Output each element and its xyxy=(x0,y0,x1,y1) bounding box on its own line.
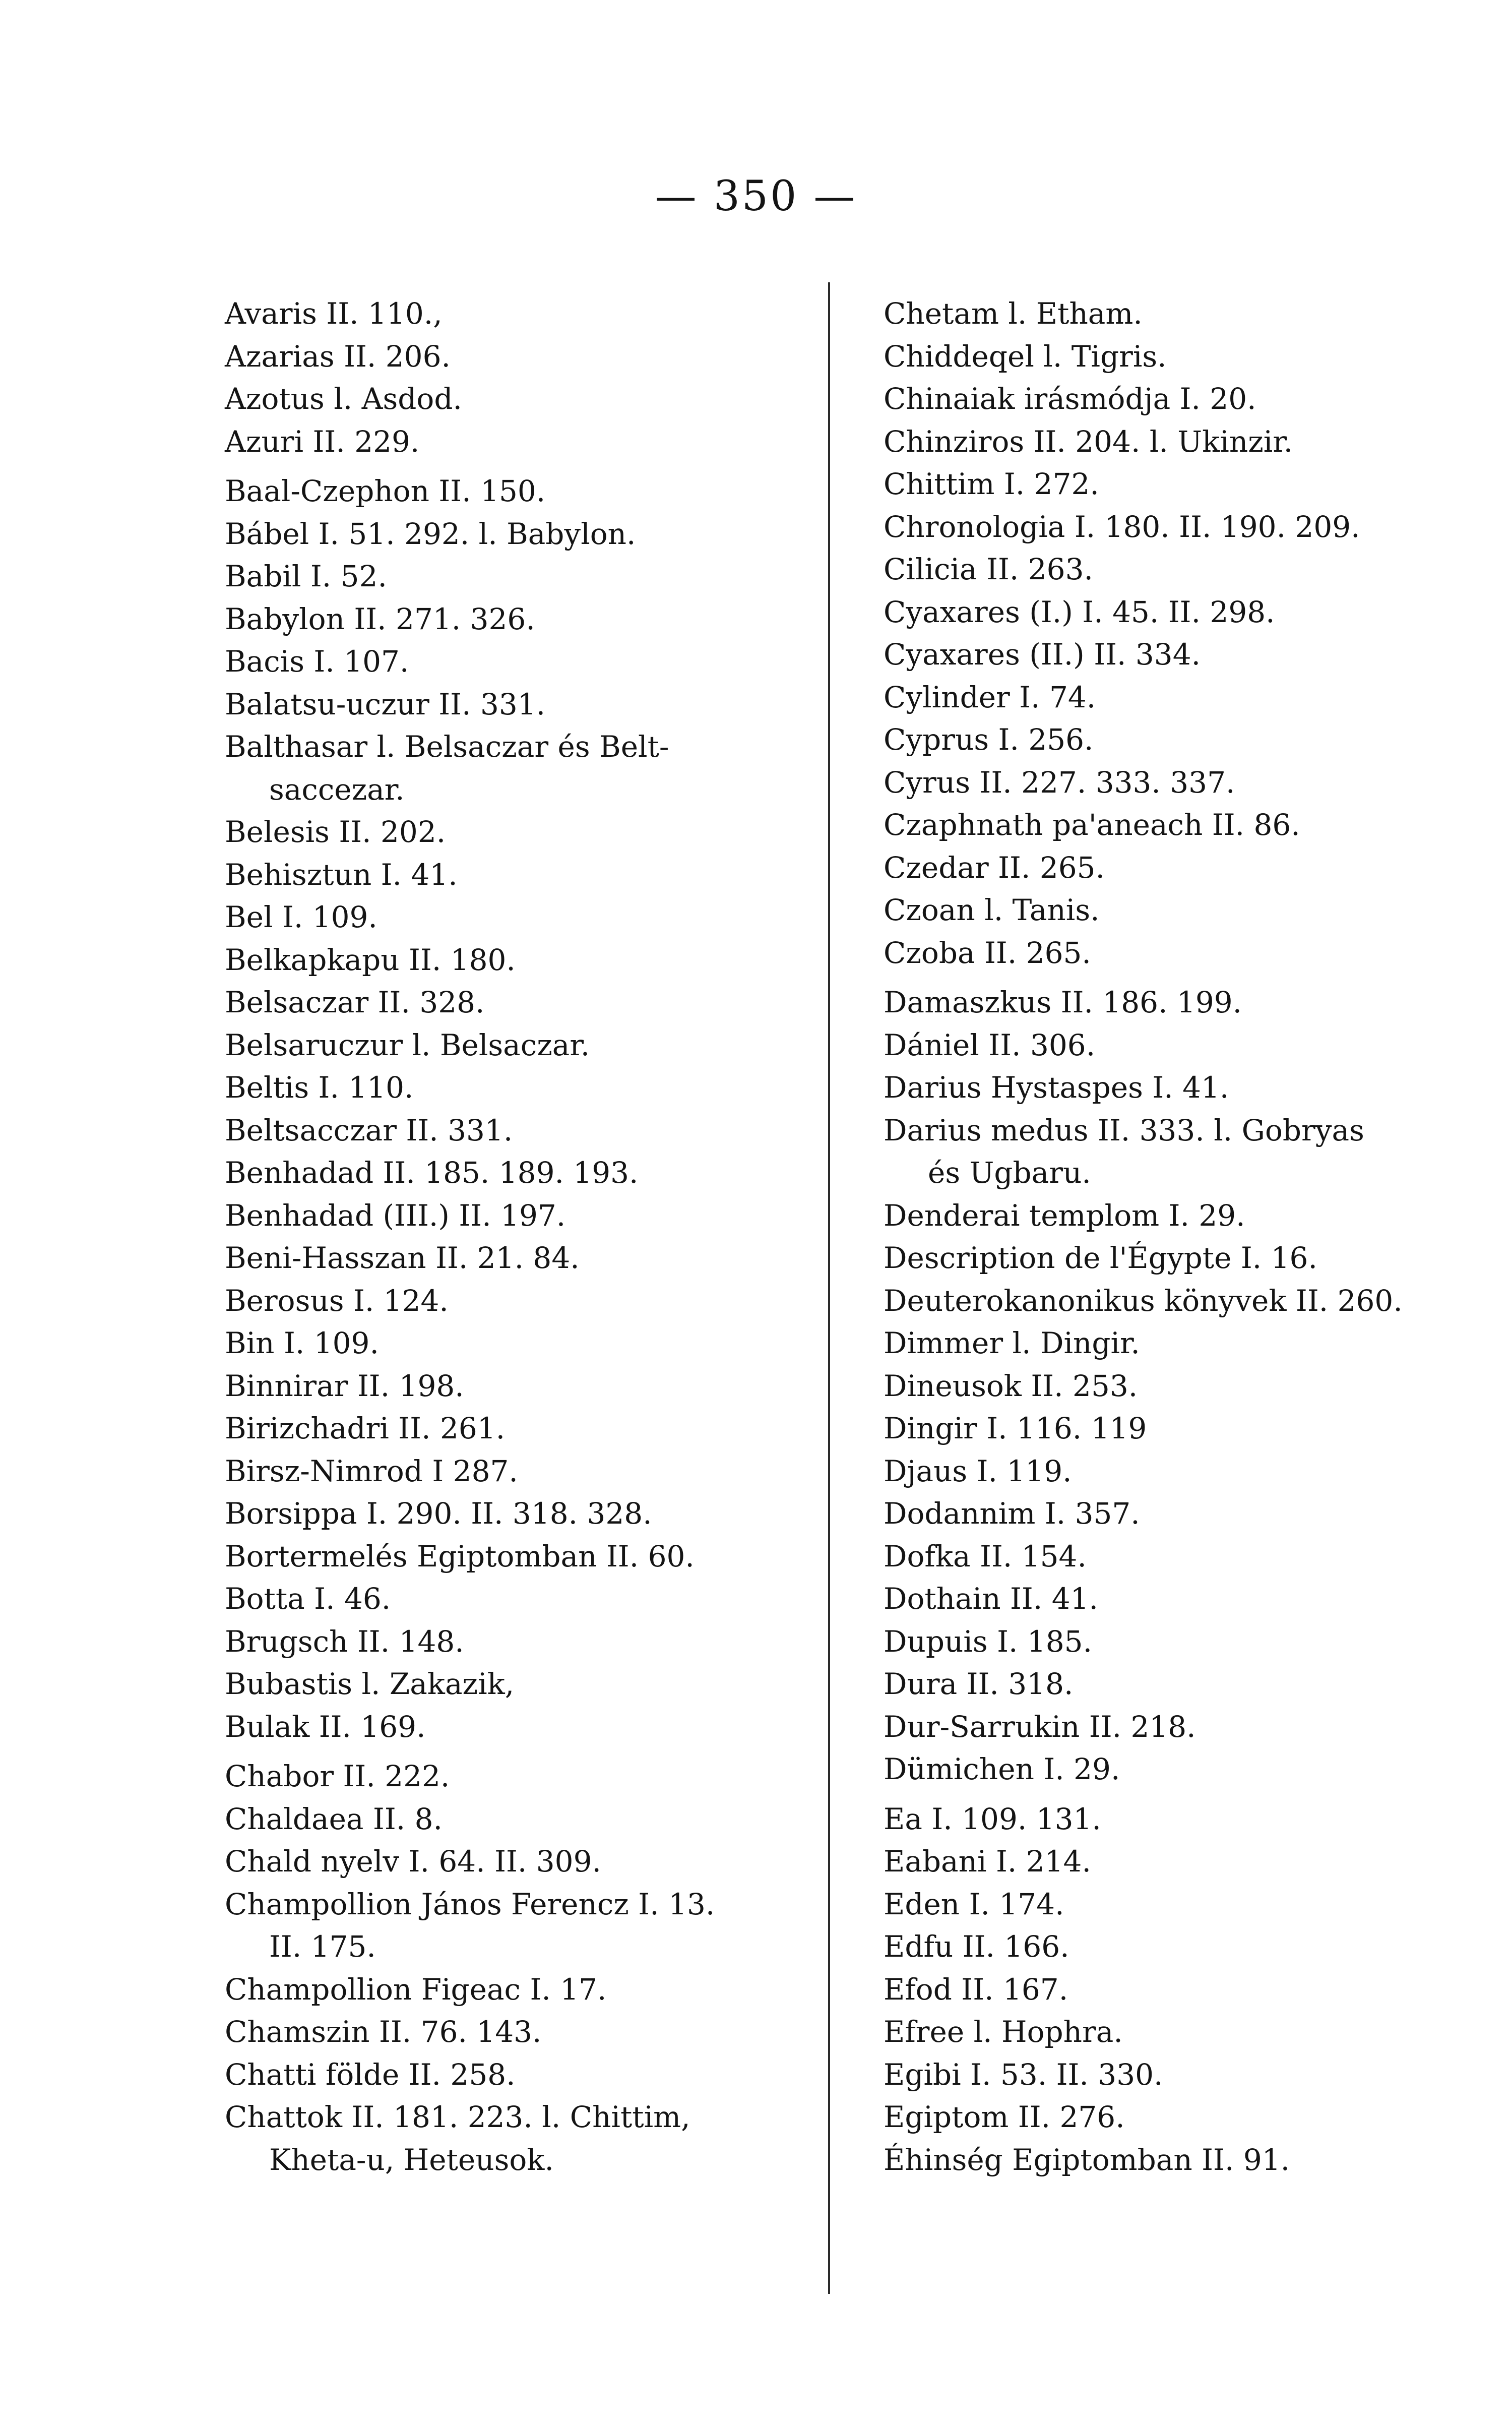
index-entry: Ea I. 109. 131. xyxy=(884,1801,1101,1836)
index-entry: Azotus l. Asdod. xyxy=(225,382,462,416)
index-entry: Egiptom II. 276. xyxy=(884,2100,1125,2134)
index-entry: Description de l'Égypte I. 16. xyxy=(884,1241,1317,1275)
index-entry: Chamszin II. 76. 143. xyxy=(225,2015,542,2049)
index-entry: Benhadad (III.) II. 197. xyxy=(225,1198,566,1233)
index-entry: Éhinség Egiptomban II. 91. xyxy=(884,2142,1290,2177)
index-column-right xyxy=(884,292,1468,2181)
index-entry: Efod II. 167. xyxy=(884,1972,1068,2007)
index-entry-continuation: II. 175. xyxy=(269,1929,376,1964)
index-entry: Dodannim I. 357. xyxy=(884,1496,1140,1531)
index-entry: Chinaiak irásmódja I. 20. xyxy=(884,382,1256,416)
index-entry: Bel I. 109. xyxy=(225,900,377,934)
index-entry: Champollion János Ferencz I. 13. xyxy=(225,1887,715,1921)
index-entry: Czoan l. Tanis. xyxy=(884,893,1100,927)
index-entry: Cyrus II. 227. 333. 337. xyxy=(884,765,1235,800)
index-entry: Dániel II. 306. xyxy=(884,1027,1096,1062)
index-entry-continuation: és Ugbaru. xyxy=(928,1156,1091,1190)
index-entry: Bortermelés Egiptomban II. 60. xyxy=(225,1539,695,1574)
index-entry: Belesis II. 202. xyxy=(225,815,446,849)
index-entry: Belsaruczur l. Belsaczar. xyxy=(225,1027,590,1062)
index-entry: Deuterokanonikus könyvek II. 260. xyxy=(884,1283,1403,1318)
index-entry: Chittim I. 272. xyxy=(884,467,1099,501)
index-entry: Bubastis l. Zakazik, xyxy=(225,1667,515,1701)
index-entry: Bacis I. 107. xyxy=(225,644,409,679)
index-entry: Chattok II. 181. 223. l. Chittim, xyxy=(225,2100,690,2134)
index-entry: Beltis I. 110. xyxy=(225,1070,414,1105)
index-entry: Baal-Czephon II. 150. xyxy=(225,474,546,508)
index-entry: Chald nyelv I. 64. II. 309. xyxy=(225,1844,601,1879)
index-entry: Cyaxares (II.) II. 334. xyxy=(884,637,1201,672)
index-entry: Champollion Figeac I. 17. xyxy=(225,1972,607,2007)
index-entry: Behisztun I. 41. xyxy=(225,857,458,892)
index-entry: Dineusok II. 253. xyxy=(884,1368,1138,1403)
index-entry: Cyaxares (I.) I. 45. II. 298. xyxy=(884,594,1275,629)
index-entry: Dümichen I. 29. xyxy=(884,1752,1120,1786)
index-entry: Chabor II. 222. xyxy=(225,1759,450,1793)
index-entry: Chinziros II. 204. l. Ukinzir. xyxy=(884,424,1293,459)
index-entry: Cyprus I. 256. xyxy=(884,722,1094,757)
index-entry: Dura II. 318. xyxy=(884,1667,1074,1701)
index-entry: Darius Hystaspes I. 41. xyxy=(884,1070,1229,1105)
index-entry: Birsz-Nimrod I 287. xyxy=(225,1454,518,1488)
index-entry: Czedar II. 265. xyxy=(884,850,1105,885)
index-entry: Borsippa I. 290. II. 318. 328. xyxy=(225,1496,652,1531)
index-entry-continuation: Kheta-u, Heteusok. xyxy=(269,2142,554,2177)
index-entry: Denderai templom I. 29. xyxy=(884,1198,1245,1233)
index-entry: Chetam l. Etham. xyxy=(884,296,1143,331)
index-entry: Bulak II. 169. xyxy=(225,1709,426,1744)
index-entry: Czoba II. 265. xyxy=(884,935,1091,970)
index-entry: Avaris II. 110., xyxy=(225,296,443,331)
index-entry: Czaphnath pa'aneach II. 86. xyxy=(884,808,1300,842)
index-entry: Djaus I. 119. xyxy=(884,1454,1072,1488)
index-entry: Cylinder I. 74. xyxy=(884,680,1096,714)
index-entry: Birizchadri II. 261. xyxy=(225,1411,506,1445)
index-entry: Balthasar l. Belsaczar és Belt- xyxy=(225,730,669,764)
index-entry: Beltsacczar II. 331. xyxy=(225,1113,513,1147)
index-entry: Azarias II. 206. xyxy=(225,339,451,374)
index-entry: Binnirar II. 198. xyxy=(225,1368,464,1403)
index-entry: Chronologia I. 180. II. 190. 209. xyxy=(884,509,1360,544)
index-entry: Dofka II. 154. xyxy=(884,1539,1087,1574)
index-entry: Dimmer l. Dingir. xyxy=(884,1326,1140,1360)
index-entry: Efree l. Hophra. xyxy=(884,2015,1123,2049)
index-entry: Berosus I. 124. xyxy=(225,1283,449,1318)
index-entry: Chaldaea II. 8. xyxy=(225,1801,443,1836)
index-entry: Chiddeqel l. Tigris. xyxy=(884,339,1167,374)
index-entry: Dur-Sarrukin II. 218. xyxy=(884,1709,1196,1744)
index-entry: Bin I. 109. xyxy=(225,1326,379,1360)
index-entry: Azuri II. 229. xyxy=(225,424,420,459)
index-entry: Damaszkus II. 186. 199. xyxy=(884,985,1242,1019)
index-entry: Dothain II. 41. xyxy=(884,1582,1098,1616)
index-entry: Balatsu-uczur II. 331. xyxy=(225,687,546,721)
index-entry: Edfu II. 166. xyxy=(884,1929,1069,1964)
index-entry: Benhadad II. 185. 189. 193. xyxy=(225,1156,639,1190)
index-entry: Egibi I. 53. II. 330. xyxy=(884,2057,1163,2092)
index-entry: Eden I. 174. xyxy=(884,1887,1064,1921)
index-entry: Dupuis I. 185. xyxy=(884,1624,1093,1659)
page-number: — 350 — xyxy=(655,172,857,220)
index-entry: Cilicia II. 263. xyxy=(884,552,1093,586)
index-entry: Beni-Hasszan II. 21. 84. xyxy=(225,1241,580,1275)
index-entry: Babil I. 52. xyxy=(225,559,387,593)
index-entry: Dingir I. 116. 119 xyxy=(884,1411,1147,1445)
index-entry: Belsaczar II. 328. xyxy=(225,985,485,1019)
index-entry: Eabani I. 214. xyxy=(884,1844,1091,1879)
index-entry: Belkapkapu II. 180. xyxy=(225,942,516,977)
index-column-left xyxy=(225,292,809,2181)
index-entry: Botta I. 46. xyxy=(225,1582,391,1616)
column-divider xyxy=(828,282,830,2294)
index-entry: Bábel I. 51. 292. l. Babylon. xyxy=(225,516,636,551)
index-entry: Chatti földe II. 258. xyxy=(225,2057,516,2092)
index-entry: Brugsch II. 148. xyxy=(225,1624,464,1659)
index-entry: Babylon II. 271. 326. xyxy=(225,601,535,636)
index-entry-continuation: saccezar. xyxy=(269,772,405,807)
index-entry: Darius medus II. 333. l. Gobryas xyxy=(884,1113,1364,1147)
